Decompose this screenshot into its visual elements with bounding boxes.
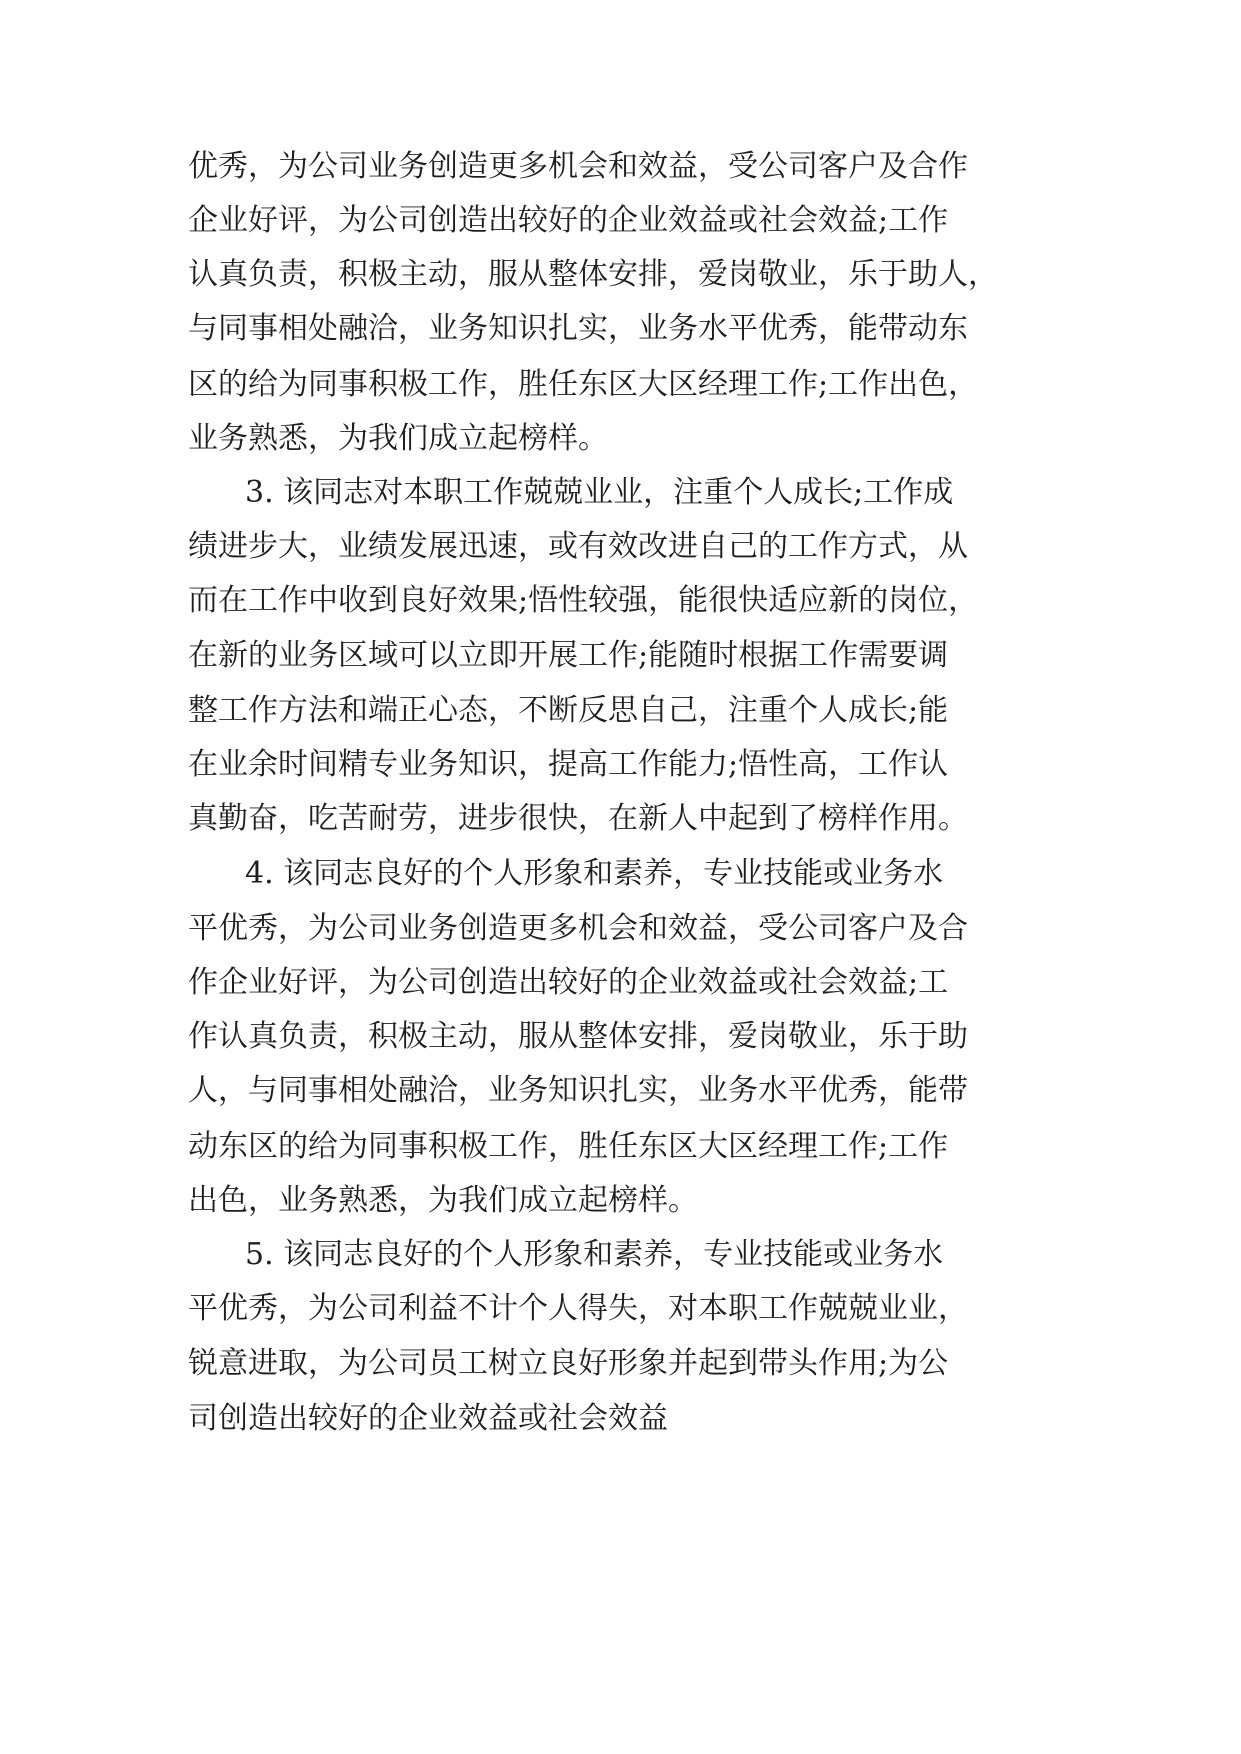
text-line-18: 人，与同事相处融洽，业务知识扎实，业务水平优秀，能带 — [188, 1073, 968, 1108]
text-line-9: 而在工作中收到良好效果;悟性较强，能很快适应新的岗位， — [188, 583, 979, 618]
text-line-3: 认真负责，积极主动，服从整体安排，爱岗敬业，乐于助人， — [188, 257, 998, 292]
text-line-6: 业务熟悉，为我们成立起榜样。 — [188, 421, 608, 456]
paragraph-5-first-line: 5. 该同志良好的个人形象和素养，专业技能或业务水 — [245, 1237, 944, 1272]
text-line-2: 企业好评，为公司创造出较好的企业效益或社会效益;工作 — [188, 203, 949, 238]
text-line-19: 动东区的给为同事积极工作，胜任东区大区经理工作;工作 — [188, 1129, 949, 1164]
text-line-11: 整工作方法和端正心态，不断反思自己，注重个人成长;能 — [188, 693, 949, 728]
text-line-12: 在业余时间精专业务知识，提高工作能力;悟性高，工作认 — [188, 747, 949, 782]
text-line-22: 平优秀，为公司利益不计个人得失，对本职工作兢兢业业， — [188, 1291, 968, 1326]
text-line-8: 绩进步大，业绩发展迅速，或有效改进自己的工作方式，从 — [188, 529, 968, 564]
text-line-15: 平优秀，为公司业务创造更多机会和效益，受公司客户及合 — [188, 911, 968, 946]
text-line-23: 锐意进取，为公司员工树立良好形象并起到带头作用;为公 — [188, 1346, 949, 1381]
text-line-13: 真勤奋，吃苦耐劳，进步很快，在新人中起到了榜样作用。 — [188, 801, 968, 836]
text-line-16: 作企业好评，为公司创造出较好的企业效益或社会效益;工 — [188, 965, 949, 1000]
text-line-5: 区的给为同事积极工作，胜任东区大区经理工作;工作出色， — [188, 367, 979, 402]
text-line-1: 优秀，为公司业务创造更多机会和效益，受公司客户及合作 — [188, 149, 968, 184]
text-line-20: 出色，业务熟悉，为我们成立起榜样。 — [188, 1183, 698, 1218]
paragraph-4-first-line: 4. 该同志良好的个人形象和素养，专业技能或业务水 — [245, 856, 944, 891]
text-line-10: 在新的业务区域可以立即开展工作;能随时根据工作需要调 — [188, 638, 949, 673]
text-line-4: 与同事相处融洽，业务知识扎实，业务水平优秀，能带动东 — [188, 311, 968, 346]
text-line-17: 作认真负责，积极主动，服从整体安排，爱岗敬业，乐于助 — [188, 1019, 968, 1054]
paragraph-3-first-line: 3. 该同志对本职工作兢兢业业，注重个人成长;工作成 — [245, 475, 954, 510]
text-line-24: 司创造出较好的企业效益或社会效益 — [188, 1401, 668, 1436]
